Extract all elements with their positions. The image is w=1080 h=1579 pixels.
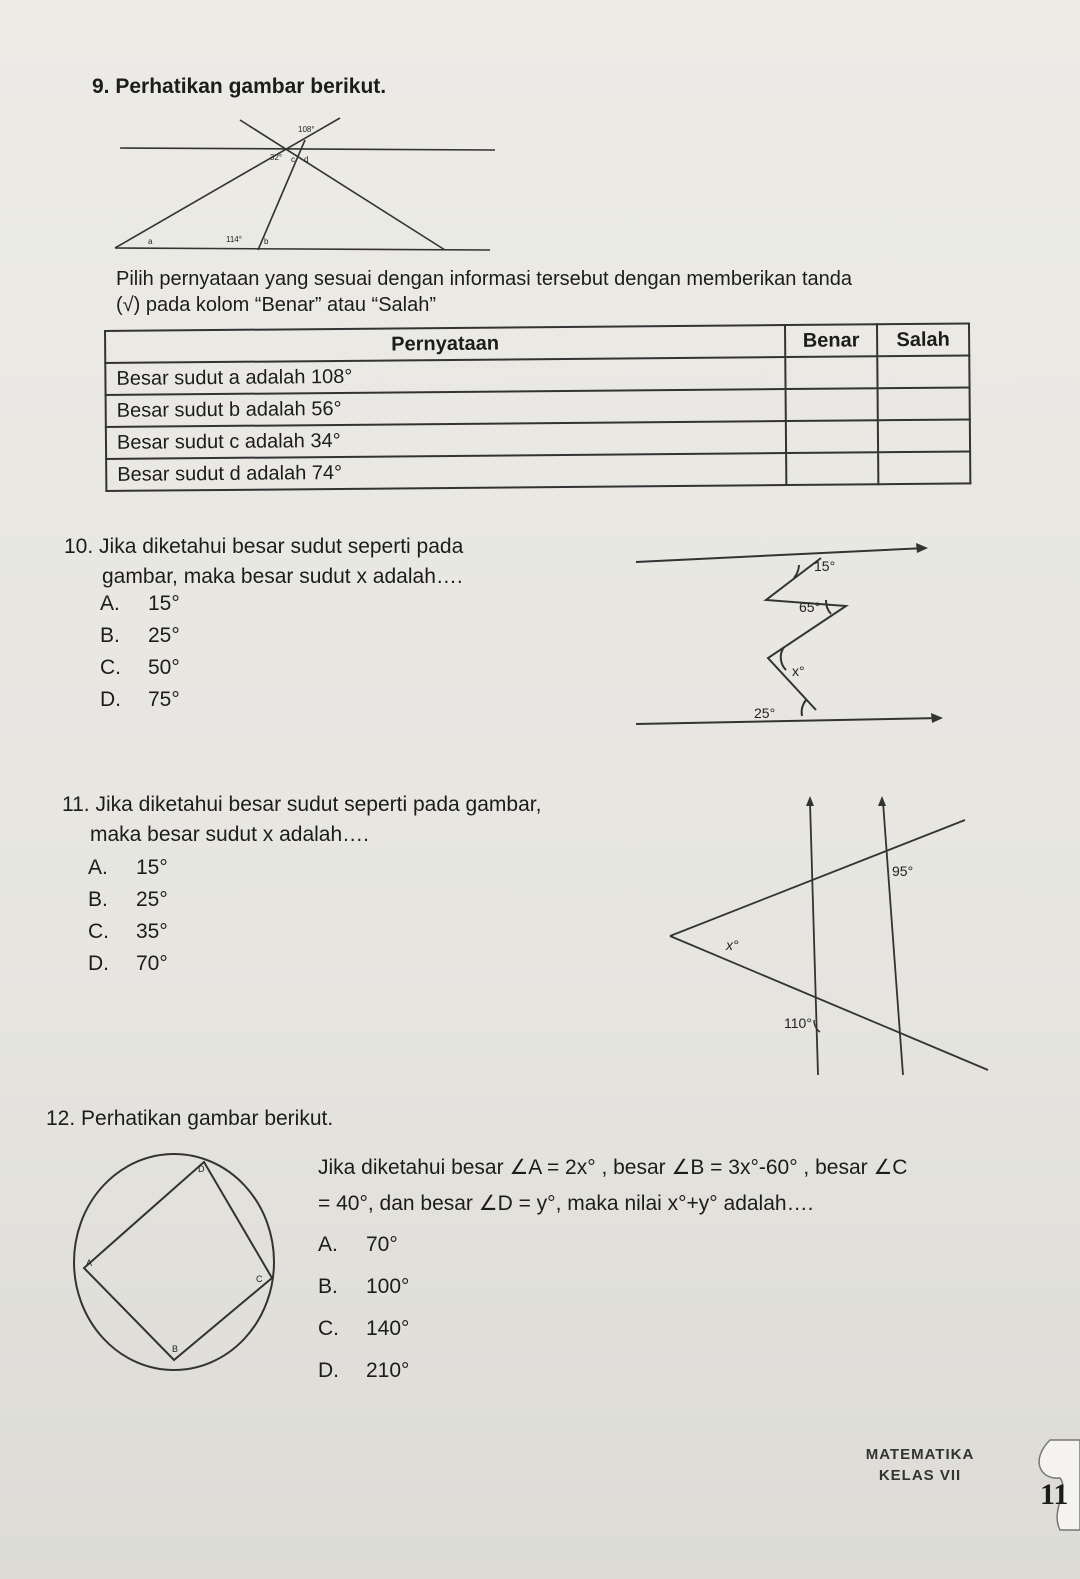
q11-option-b[interactable]: B. 25° xyxy=(88,888,168,911)
q12-option-c[interactable]: C. 140° xyxy=(318,1317,410,1340)
q9-statement-c: Besar sudut c adalah 34° xyxy=(106,421,786,459)
footer-grade: KELAS VII xyxy=(878,1467,962,1484)
q9-transversal-left xyxy=(115,118,340,248)
q10-label-x: x° xyxy=(792,663,805,679)
q9-checkbox-benar-c[interactable] xyxy=(786,420,878,453)
q12-label-B: B xyxy=(172,1344,179,1354)
q10-bottom-parallel xyxy=(636,718,941,724)
q11-label-110: 110° xyxy=(784,1015,812,1031)
q12-quadrilateral xyxy=(84,1162,272,1360)
q10-option-c[interactable]: C. 50° xyxy=(100,656,180,679)
q11-vertical-left xyxy=(810,802,818,1075)
q10-label-15: 15° xyxy=(814,558,836,574)
q12-figure xyxy=(74,1150,284,1380)
q11-upper-ray xyxy=(670,820,965,936)
q9-label-c: c xyxy=(291,155,295,164)
q9-label-a: a xyxy=(148,237,153,246)
q12-circle xyxy=(74,1154,274,1370)
q9-instruction xyxy=(116,266,852,318)
q9-instruction-line1: Pilih pernyataan yang sesuai dengan informasi tersebut dengan memberikan tanda xyxy=(116,268,853,290)
q9-checkbox-benar-b[interactable] xyxy=(786,388,878,421)
q12-label-A: A xyxy=(86,1258,93,1268)
q9-statement-a: Besar sudut a adalah 108° xyxy=(105,357,785,395)
q9-checkbox-benar-a[interactable] xyxy=(785,356,877,389)
q12-header xyxy=(46,1104,333,1134)
q11-line2: maka besar sudut x adalah…. xyxy=(90,823,369,846)
q9-label-108: 108° xyxy=(298,125,315,134)
q9-checkbox-salah-b[interactable] xyxy=(878,387,970,420)
q9-figure xyxy=(110,110,500,260)
q9-header-statement: Pernyataan xyxy=(105,325,785,363)
q12-number: 12. xyxy=(46,1107,76,1130)
q10-top-parallel xyxy=(636,548,926,562)
q11-lower-ray xyxy=(670,936,988,1070)
q11-label-x: x° xyxy=(726,937,739,953)
q11-number: 11. xyxy=(62,793,90,816)
q9-bottom-line xyxy=(115,248,490,250)
q9-label-b: b xyxy=(264,237,269,246)
q11-vertical-right xyxy=(883,802,903,1075)
q12-option-d[interactable]: D. 210° xyxy=(318,1359,410,1382)
q10-option-a[interactable]: A. 15° xyxy=(100,592,180,615)
q10-label-25: 25° xyxy=(754,705,776,721)
q10-options xyxy=(100,588,180,716)
q11-figure xyxy=(670,790,1000,1090)
q11-label-95: 95° xyxy=(892,863,914,879)
q12-option-a[interactable]: A. 70° xyxy=(318,1233,398,1256)
q11-option-a[interactable]: A. 15° xyxy=(88,856,168,879)
q10-label-65: 65° xyxy=(799,599,821,615)
q9-instruction-line2: (√) pada kolom “Benar” atau “Salah” xyxy=(116,294,437,316)
q10-text xyxy=(64,532,463,592)
q12-line2: = 40°, dan besar ∠D = y°, maka nilai x°+y° adalah…. xyxy=(318,1192,814,1215)
q12-label-C: C xyxy=(256,1274,263,1284)
q9-label-32: 32° xyxy=(270,153,283,162)
q11-option-d[interactable]: D. 70° xyxy=(88,952,168,975)
q10-line1: Jika diketahui besar sudut seperti pada xyxy=(99,535,464,558)
q9-label-114: 114° xyxy=(226,235,242,244)
q10-line2: gambar, maka besar sudut x adalah…. xyxy=(102,565,463,588)
q10-option-b[interactable]: B. 25° xyxy=(100,624,180,647)
q12-option-b[interactable]: B. 100° xyxy=(318,1275,410,1298)
q9-statement-d: Besar sudut d adalah 74° xyxy=(106,453,786,491)
q12-text xyxy=(318,1150,907,1222)
q9-checkbox-benar-d[interactable] xyxy=(786,452,878,485)
q9-checkbox-salah-d[interactable] xyxy=(878,451,970,484)
q11-line1: Jika diketahui besar sudut seperti pada gambar, xyxy=(95,793,542,816)
q9-label-d: d xyxy=(304,155,309,164)
q12-prompt: Perhatikan gambar berikut. xyxy=(81,1107,334,1130)
q11-options xyxy=(88,852,168,980)
q9-top-line xyxy=(120,148,495,150)
q10-zigzag xyxy=(766,558,846,710)
page-number: 11 xyxy=(1040,1478,1069,1511)
footer xyxy=(860,1446,980,1484)
q9-transversal-right xyxy=(240,120,445,250)
q9-prompt: Perhatikan gambar berikut. xyxy=(115,75,387,98)
q12-options xyxy=(318,1224,409,1392)
q9-statement-table xyxy=(104,322,971,492)
q11-option-c[interactable]: C. 35° xyxy=(88,920,168,943)
q12-label-D: D xyxy=(198,1164,205,1174)
q9-header xyxy=(92,72,386,102)
q10-option-d[interactable]: D. 75° xyxy=(100,688,180,711)
q9-header-salah: Salah xyxy=(877,323,969,356)
footer-subject: MATEMATIKA xyxy=(865,1446,975,1463)
q9-statement-b: Besar sudut b adalah 56° xyxy=(106,389,786,427)
q12-line1: Jika diketahui besar ∠A = 2x° , besar ∠B = 3x°-60° , besar ∠C xyxy=(318,1156,908,1179)
q10-figure xyxy=(636,540,946,740)
q10-number: 10. xyxy=(64,535,94,558)
q11-text xyxy=(62,790,541,850)
q9-number: 9. xyxy=(92,75,110,98)
q9-checkbox-salah-c[interactable] xyxy=(878,419,970,452)
table-row xyxy=(106,451,970,491)
q9-checkbox-salah-a[interactable] xyxy=(877,355,969,388)
q9-header-benar: Benar xyxy=(785,324,877,357)
